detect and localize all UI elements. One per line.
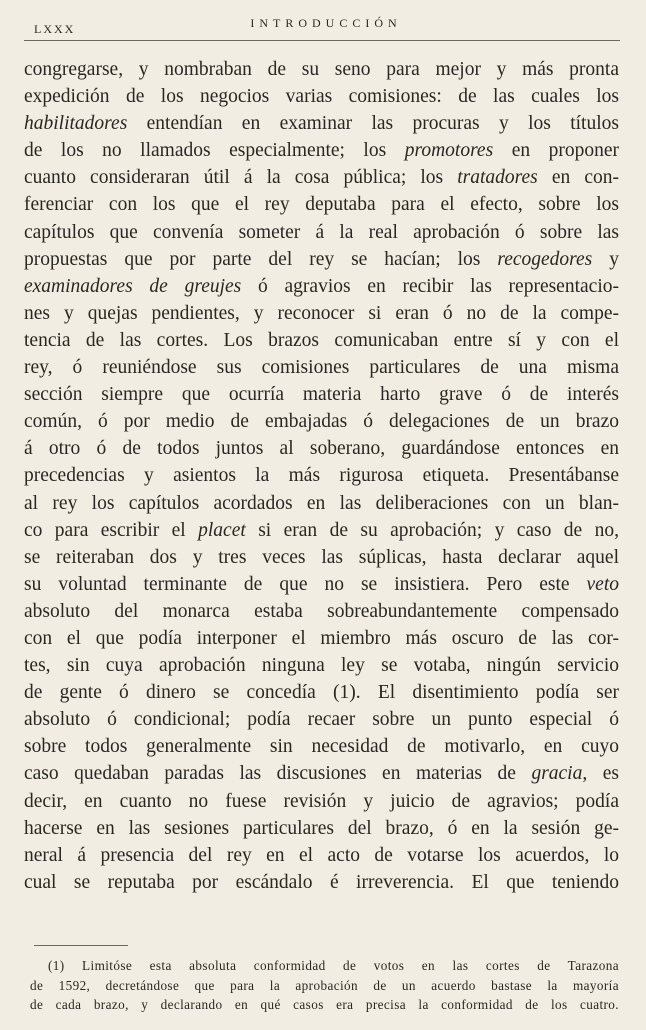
body-text-segment: con el que podía interponer el miembro más oscuro de las cor- bbox=[24, 627, 619, 649]
footnote-line: de 1592, decretándose que para la aprobación de un acuerdo bastase la mayoría bbox=[30, 977, 619, 993]
body-line bbox=[24, 381, 619, 408]
body-line bbox=[24, 598, 619, 625]
body-text-segment: en con- bbox=[537, 167, 619, 189]
body-text-segment: precedencias y asientos la más rigurosa etiqueta. Presentábanse bbox=[24, 465, 619, 487]
running-title: INTRODUCCIÓN bbox=[250, 16, 402, 30]
body-line bbox=[24, 462, 619, 489]
body-text-segment: neral á presencia del rey en el acto de votarse los acuerdos, lo bbox=[24, 844, 619, 866]
body-text-segment: sobre todos generalmente sin necesidad de motivarlo, en cuyo bbox=[24, 736, 619, 758]
italic-term: tratadores bbox=[457, 167, 538, 189]
body-line bbox=[24, 733, 619, 760]
body-text-segment: absoluto del monarca estaba sobreabundantemente compensado bbox=[24, 600, 619, 622]
body-line bbox=[24, 327, 619, 354]
italic-term: promotores bbox=[404, 140, 494, 162]
body-line bbox=[24, 815, 619, 842]
body-text-segment: absoluto ó condicional; podía recaer sobre un punto especial ó bbox=[24, 709, 619, 731]
body-text-segment: rey, ó reuniéndose sus comisiones particulares de una misma bbox=[24, 357, 619, 379]
body-line bbox=[24, 517, 619, 544]
body-text-segment: caso quedaban paradas las discusiones en materias de bbox=[24, 763, 532, 785]
italic-term: habilitadores bbox=[24, 113, 128, 135]
body-line bbox=[24, 56, 619, 83]
body-text-segment: nes y quejas pendientes, y reconocer si eran ó no de la compe- bbox=[24, 302, 619, 324]
italic-term: recogedores bbox=[497, 248, 593, 270]
body-text-segment: cual se reputaba por escándalo é irreverencia. El que teniendo bbox=[24, 871, 619, 893]
body-text-segment: tencia de las cortes. Los brazos comunicaban entre sí y con el bbox=[24, 329, 619, 351]
body-line bbox=[24, 273, 619, 300]
body-text-segment: de los no llamados especialmente; los bbox=[24, 140, 405, 162]
footnote-line: de cada brazo, y declarando en qué casos era precisa la conformidad de los cuatro. bbox=[30, 997, 619, 1012]
body-line bbox=[24, 571, 619, 598]
body-line bbox=[24, 137, 619, 164]
body-line bbox=[24, 219, 619, 246]
italic-term: gracia bbox=[531, 763, 583, 785]
italic-term: veto bbox=[586, 573, 619, 595]
footnote-line: (1) Limitóse esta absoluta conformidad de votos en las cortes de Tarazona bbox=[48, 958, 619, 973]
body-text-segment: tes, sin cuya aprobación ninguna ley se votaba, ningún servicio bbox=[24, 655, 619, 677]
body-line bbox=[24, 191, 619, 218]
body-text-segment: al rey los capítulos acordados en las deliberaciones con un blan- bbox=[24, 492, 619, 514]
body-text-segment: capítulos que convenía someter á la real aprobación ó sobre las bbox=[24, 221, 619, 243]
body-line bbox=[24, 869, 619, 896]
body-text-segment: si eran de su aprobación; y caso de no, bbox=[245, 519, 619, 541]
body-text-segment: congregarse, y nombraban de su seno para mejor y más pronta bbox=[24, 59, 619, 80]
body-line bbox=[24, 842, 619, 869]
body-text bbox=[24, 56, 619, 896]
page-number: LXXX bbox=[34, 22, 76, 36]
header-rule bbox=[24, 40, 620, 41]
body-line bbox=[24, 490, 619, 517]
body-text-segment: común, ó por medio de embajadas ó delegaciones de un brazo bbox=[24, 411, 619, 433]
body-line bbox=[24, 544, 619, 571]
body-line bbox=[24, 300, 619, 327]
body-text-segment: propuestas que por parte del rey se hacían; los bbox=[24, 248, 498, 270]
body-line bbox=[24, 760, 619, 787]
body-text-segment: entendían en examinar las procuras y los títulos bbox=[127, 113, 619, 135]
body-text-segment: co para escribir el bbox=[24, 519, 199, 541]
body-text-segment: sección siempre que ocurría materia harto grave ó de interés bbox=[24, 384, 619, 406]
body-line bbox=[24, 625, 619, 652]
body-line bbox=[24, 706, 619, 733]
body-text-segment: decir, en cuanto no fuese revisión y juicio de agravios; podía bbox=[24, 790, 619, 812]
body-line bbox=[24, 354, 619, 381]
body-text-segment: , es bbox=[582, 763, 619, 785]
body-text-segment: cuanto consideraran útil á la cosa pública; los bbox=[24, 167, 458, 189]
body-text-segment: á otro ó de todos juntos al soberano, guardándose entonces en bbox=[24, 438, 619, 460]
footnote-rule bbox=[34, 945, 128, 946]
footnote bbox=[30, 956, 619, 1015]
body-text-segment: de gente ó dinero se concedía (1). El disentimiento podía ser bbox=[24, 682, 619, 704]
page-header bbox=[34, 14, 618, 36]
body-line bbox=[24, 408, 619, 435]
body-line bbox=[24, 679, 619, 706]
body-line bbox=[24, 164, 619, 191]
body-text-segment: se reiteraban dos y tres veces las súplicas, hasta declarar aquel bbox=[24, 546, 619, 568]
body-line bbox=[24, 246, 619, 273]
body-text-segment: hacerse en las sesiones particulares del brazo, ó en la sesión ge- bbox=[24, 817, 619, 839]
body-text-segment: ó agravios en recibir las representacio- bbox=[241, 275, 619, 297]
body-text-segment: expedición de los negocios varias comisiones: de las cuales los bbox=[24, 86, 619, 108]
body-text-segment: su voluntad terminante de que no se insistiera. Pero este bbox=[24, 573, 587, 595]
body-line bbox=[24, 83, 619, 110]
body-text-segment: en proponer bbox=[493, 140, 619, 162]
italic-term: examinadores de greujes bbox=[24, 275, 242, 297]
body-line bbox=[24, 652, 619, 679]
body-line bbox=[24, 110, 619, 137]
italic-term: placet bbox=[198, 519, 246, 541]
body-text-segment: y bbox=[592, 248, 619, 270]
body-text-segment: ferenciar con los que el rey deputaba para el efecto, sobre los bbox=[24, 194, 619, 216]
body-line bbox=[24, 435, 619, 462]
body-line bbox=[24, 788, 619, 815]
